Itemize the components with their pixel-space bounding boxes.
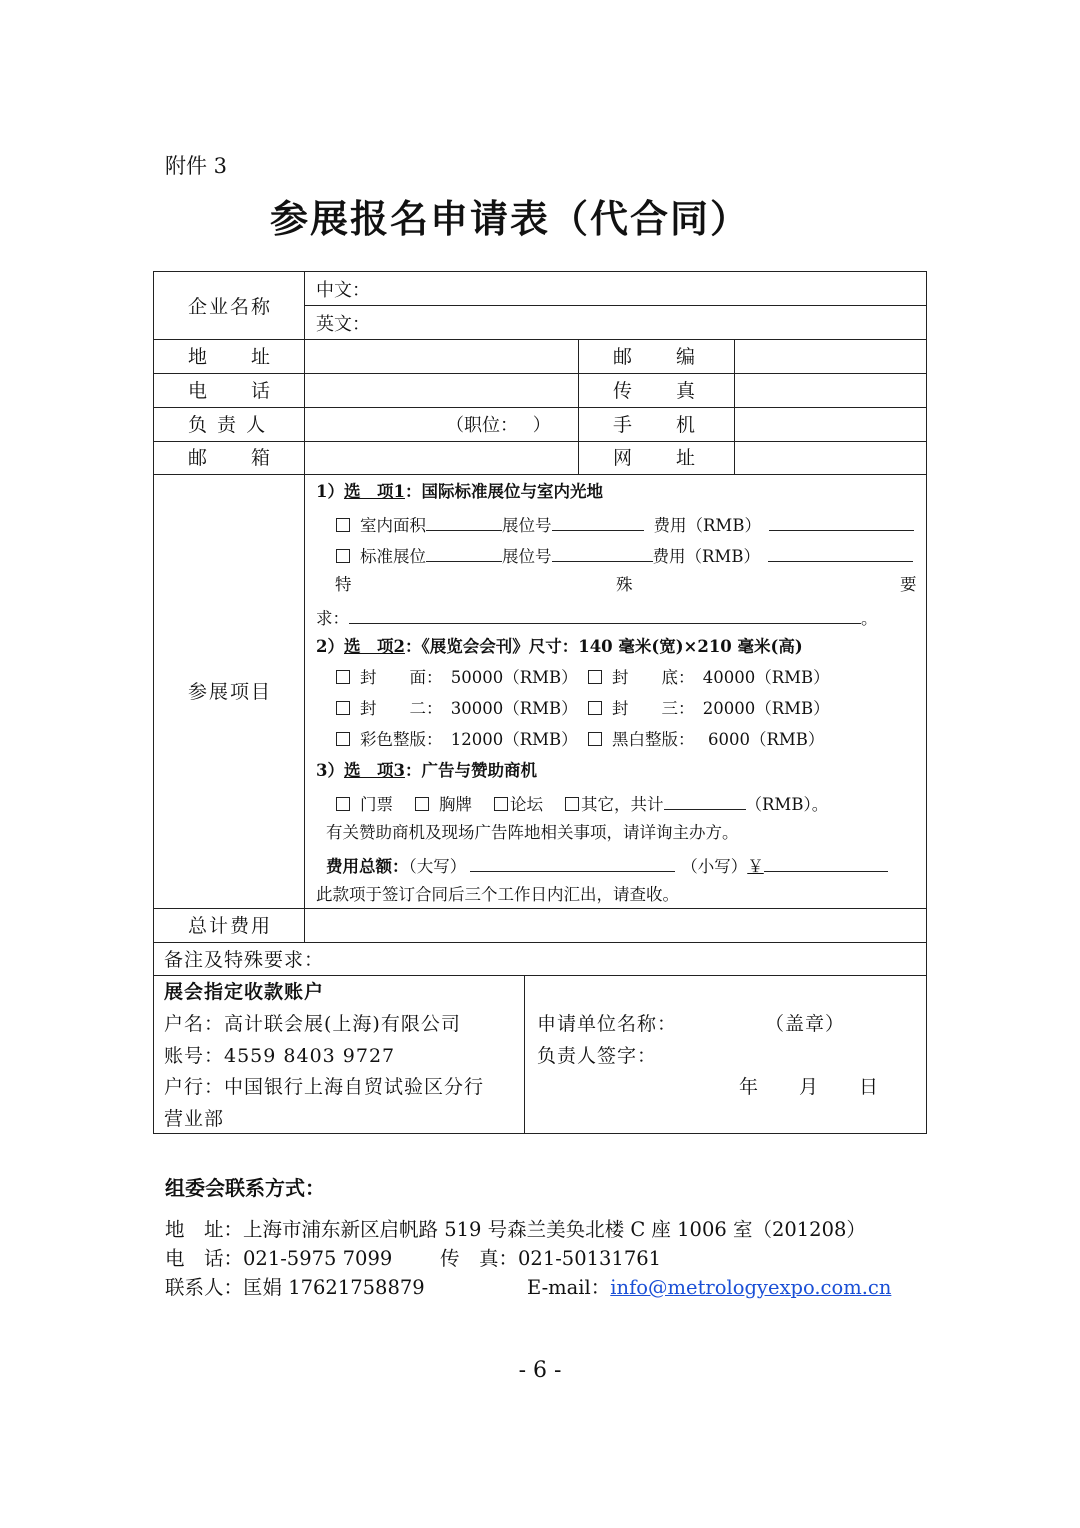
- special-request-end: 。: [861, 609, 878, 628]
- divider: [154, 908, 926, 909]
- cover2-checkbox[interactable]: [336, 701, 350, 715]
- color-page-label: 彩色整版： 12000（RMB）: [360, 730, 578, 749]
- contact-phone: 电 话：021-5975 7099: [165, 1247, 393, 1270]
- fee-blank[interactable]: [769, 515, 914, 531]
- divider: [154, 373, 926, 374]
- special-char-4: 求：: [316, 609, 349, 628]
- divider: [154, 339, 926, 340]
- applicant-name-label: 申请单位名称：: [537, 1013, 678, 1035]
- option3-prefix: 3）: [316, 761, 344, 780]
- option2-heading: [316, 639, 803, 656]
- option1-title: ：国际标准展位与室内光地: [404, 482, 603, 501]
- position-field[interactable]: （职位： ）: [446, 415, 551, 436]
- divider: [734, 339, 735, 474]
- page-title: [0, 188, 1080, 243]
- account-number: 账号：4559 8403 9727: [164, 1045, 396, 1067]
- fax-label: 传 真: [613, 380, 698, 402]
- fee-label: 费用（RMB）: [653, 516, 761, 535]
- option1-line1: [336, 515, 914, 535]
- cover-label: 封 面： 50000（RMB）: [360, 668, 578, 687]
- contact-heading: 组委会联系方式：: [165, 1176, 325, 1200]
- address-label: 地 址: [188, 346, 273, 368]
- email-link[interactable]: info@metrologyexpo.com.cn: [610, 1276, 892, 1299]
- account-name: 户名：高计联会展(上海)有限公司: [164, 1013, 461, 1035]
- cover3-label: 封 三： 20000（RMB）: [612, 699, 830, 718]
- account-bank-branch: 营业部: [164, 1108, 225, 1130]
- divider: [154, 407, 926, 408]
- date-label: 年 月 日: [739, 1076, 880, 1098]
- website-label: 网 址: [613, 447, 698, 469]
- items-label: 参展项目: [188, 681, 273, 703]
- signature-label: 负责人签字：: [537, 1045, 658, 1067]
- booth-no-blank-2[interactable]: [552, 546, 653, 562]
- badge-label: 胸牌: [439, 795, 472, 814]
- divider: [524, 975, 525, 1133]
- contact-fax: 传 真：021-50131761: [440, 1247, 662, 1270]
- payment-note: 此款项于签订合同后三个工作日内汇出，请查收。: [316, 885, 679, 904]
- bw-page-option: [588, 732, 824, 749]
- fee-blank-2[interactable]: [768, 546, 913, 562]
- booth-no-label-2: 展位号: [502, 547, 552, 566]
- option1-prefix: 1）: [316, 482, 344, 501]
- divider: [154, 942, 926, 943]
- attachment-label: 附件 3: [165, 154, 228, 178]
- divider: [154, 441, 926, 442]
- option3-heading: [316, 763, 537, 780]
- seal-label: （盖章）: [765, 1013, 846, 1035]
- special-char-3: 要: [900, 575, 917, 594]
- company-name-label: 企业名称: [188, 296, 273, 318]
- cover-checkbox[interactable]: [336, 670, 350, 684]
- total-fee-label: 总计费用: [188, 915, 273, 937]
- divider: [304, 272, 305, 942]
- color-page-checkbox[interactable]: [336, 732, 350, 746]
- yen-sign: ￥: [747, 857, 764, 876]
- booth-no-label: 展位号: [502, 516, 552, 535]
- option3-word: 选 项3: [343, 761, 405, 780]
- account-title: 展会指定收款账户: [164, 981, 325, 1003]
- sponsor-note: 有关赞助商机及现场广告阵地相关事项，请详询主办方。: [326, 823, 739, 842]
- option3-line: [336, 794, 828, 814]
- page-title-text: 参展报名申请表（代合同）: [269, 196, 750, 241]
- person-label: 负 责 人: [188, 414, 268, 436]
- booth-no-blank[interactable]: [552, 515, 644, 531]
- amount-upper-blank[interactable]: [470, 856, 675, 872]
- forum-checkbox[interactable]: [494, 797, 508, 811]
- forum-label: 论坛: [510, 795, 543, 814]
- postcode-label: 邮 编: [613, 346, 698, 368]
- contact-person: 联系人：匡娟 17621758879: [165, 1276, 425, 1299]
- other-checkbox[interactable]: [565, 797, 579, 811]
- remarks-label: 备注及特殊要求：: [164, 949, 325, 971]
- upper-label: （大写）: [408, 857, 467, 876]
- cover3-option: [588, 701, 830, 718]
- mobile-label: 手 机: [613, 414, 698, 436]
- email-label: 邮 箱: [188, 447, 273, 469]
- standard-booth-blank[interactable]: [426, 546, 502, 562]
- total-amount-line: [326, 856, 888, 876]
- option2-title: ：《展览会会刊》尺寸：140 毫米(宽)×210 毫米(高): [404, 637, 803, 656]
- back-cover-option: [588, 670, 830, 687]
- divider: [154, 474, 926, 475]
- divider: [154, 975, 926, 976]
- standard-booth-checkbox[interactable]: [336, 549, 350, 563]
- standard-booth-label: 标准展位: [360, 547, 426, 566]
- indoor-area-label: 室内面积: [360, 516, 426, 535]
- amount-lower-blank[interactable]: [764, 856, 888, 872]
- other-end: （RMB）。: [745, 795, 829, 814]
- fee-label-2: 费用（RMB）: [652, 547, 760, 566]
- badge-checkbox[interactable]: [415, 797, 429, 811]
- option2-word: 选 项2: [343, 637, 405, 656]
- indoor-area-checkbox[interactable]: [336, 518, 350, 532]
- phone-label: 电 话: [188, 380, 273, 402]
- option1-word: 选 项1: [343, 482, 405, 501]
- english-name-field[interactable]: 英文：: [316, 314, 370, 335]
- other-total-blank[interactable]: [664, 794, 746, 810]
- divider: [578, 339, 579, 474]
- chinese-name-field[interactable]: 中文：: [316, 280, 370, 301]
- indoor-area-blank[interactable]: [426, 515, 502, 531]
- special-request-line: [316, 608, 878, 628]
- contact-address: 地 址：上海市浦东新区启帆路 519 号森兰美奂北楼 C 座 1006 室（201208）: [165, 1218, 866, 1241]
- lower-label: （小写）: [681, 857, 748, 876]
- bw-page-checkbox[interactable]: [588, 732, 602, 746]
- option1-line2: [336, 546, 913, 566]
- other-label: 其它，共计: [581, 795, 664, 814]
- option1-heading: [316, 484, 603, 501]
- cover2-option: [336, 701, 578, 718]
- cover-option: [336, 670, 578, 687]
- color-page-option: [336, 732, 578, 749]
- bw-page-label: 黑白整版： 6000（RMB）: [612, 730, 825, 749]
- contact-email-line: [527, 1272, 891, 1300]
- option2-prefix: 2）: [316, 637, 344, 656]
- application-form: [153, 271, 927, 1134]
- special-request-blank[interactable]: [349, 608, 861, 624]
- option3-title: ：广告与赞助商机: [404, 761, 537, 780]
- back-cover-checkbox[interactable]: [588, 670, 602, 684]
- ticket-checkbox[interactable]: [336, 797, 350, 811]
- account-bank: 户行：中国银行上海自贸试验区分行: [164, 1076, 485, 1098]
- back-cover-label: 封 底： 40000（RMB）: [612, 668, 830, 687]
- cover3-checkbox[interactable]: [588, 701, 602, 715]
- page-number: - 6 -: [518, 1358, 562, 1383]
- email-label-text: E-mail：: [527, 1276, 611, 1299]
- divider: [304, 305, 926, 306]
- cover2-label: 封 二： 30000（RMB）: [360, 699, 578, 718]
- ticket-label: 门票: [360, 795, 393, 814]
- special-char-1: 特: [335, 575, 352, 594]
- special-char-2: 殊: [616, 575, 633, 594]
- total-amount-label: 费用总额：: [326, 857, 409, 876]
